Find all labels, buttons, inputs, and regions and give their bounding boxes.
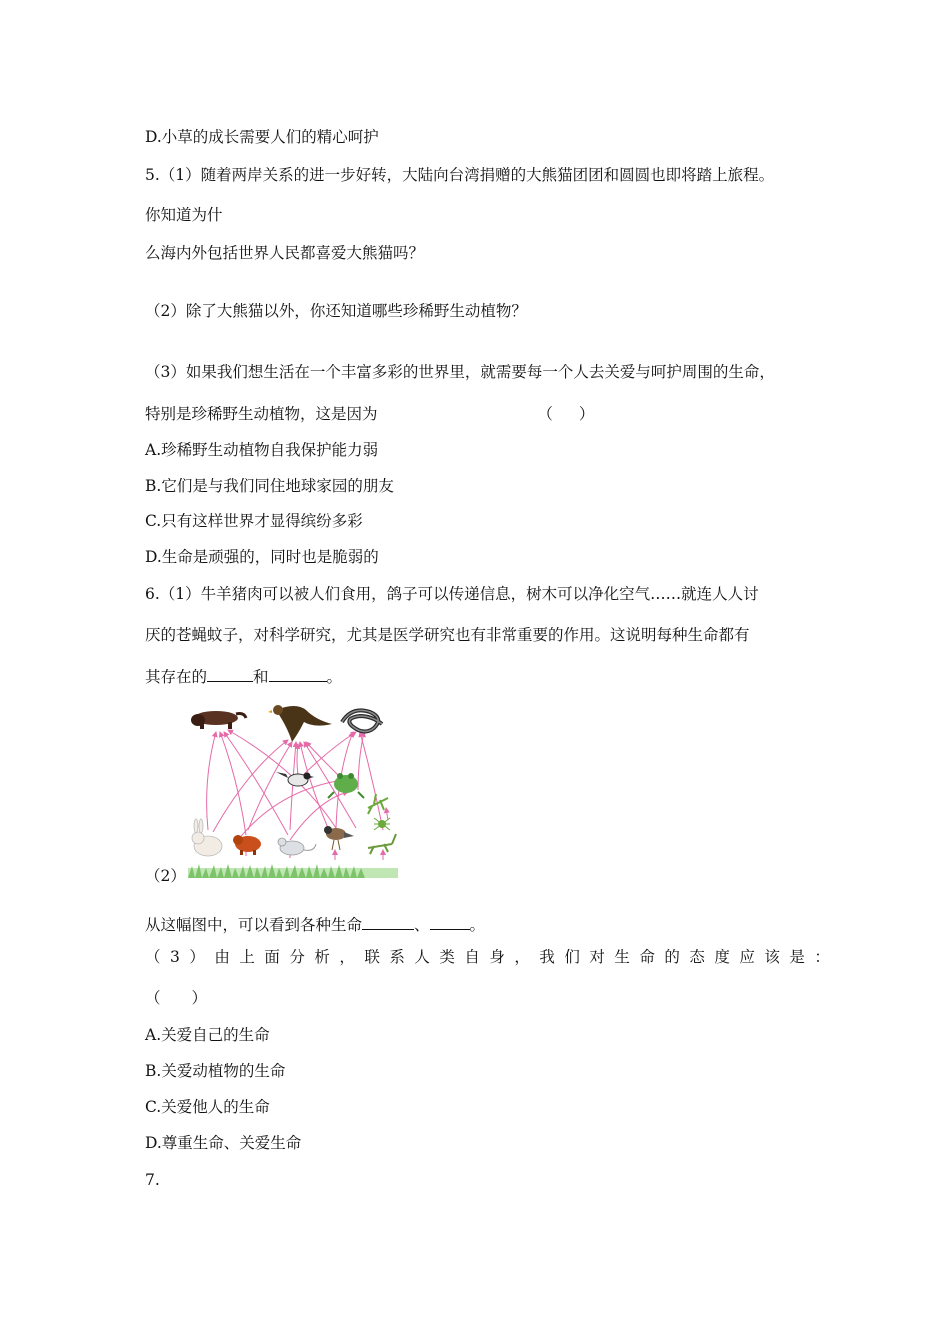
grasshopper-icon [368,834,396,854]
answer-blank-1[interactable] [207,665,253,682]
sparrow-icon [324,826,354,850]
option-b-q6: B.关爱动植物的生命 [145,1062,286,1080]
option-d-grass: D.小草的成长需要人们的精心呵护 [145,128,379,146]
answer-blank-3[interactable] [362,913,414,930]
fill-text-and: 和 [253,668,269,686]
question-5-part-1: 5.（1）随着两岸关系的进一步好转，大陆向台湾捐赠的大熊猫团团和圆圆也即将踏上旅程。 [145,166,775,184]
mouse-icon [278,838,316,855]
mantis-icon [368,794,388,814]
question-5-part-1-cont-a: 你知道为什 [145,206,223,224]
answer-blank-2[interactable] [269,665,327,682]
fill-text-a: 其存在的 [145,668,208,686]
answer-paren-right: ） [578,405,595,423]
fill-text-end-2: 。 [469,916,486,934]
question-5-part-1-cont-b: 么海内外包括世界人民都喜爱大熊猫吗？ [145,244,425,262]
option-a: A.珍稀野生动植物自我保护能力弱 [145,441,379,459]
grass-strip [188,864,398,878]
question-6-part-2 [145,913,485,935]
eagle-icon [268,705,332,742]
option-d: D.生命是顽强的，同时也是脆弱的 [145,548,379,566]
option-d-q6: D.尊重生命、关爱生命 [145,1134,302,1152]
question-6-part-3: （3）由上面分析，联系人类自身，我们对生命的态度应该是： [145,948,840,966]
option-c: C.只有这样世界才显得缤纷多彩 [145,512,363,530]
spider-icon [374,818,390,830]
question-5-part-3: （3）如果我们想生活在一个丰富多彩的世界里，就需要每一个人去关爱与呵护周围的生命， [145,363,775,381]
food-web-figure [178,700,400,884]
question-7-number: 7. [145,1171,160,1189]
option-b: B.它们是与我们同住地球家园的朋友 [145,477,394,495]
answer-blank-4[interactable] [430,913,470,930]
fill-text-b: 从这幅图中，可以看到各种生命 [145,916,363,934]
question-6-part-1-end [145,665,342,687]
question-5-part-3-cont [145,404,594,424]
bird-icon [276,772,314,786]
fill-text-end: 。 [326,668,343,686]
weasel-icon [191,711,246,729]
option-a-q6: A.关爱自己的生命 [145,1026,270,1044]
question-6-part-1-cont: 厌的苍蝇蚊子，对科学研究，尤其是医学研究也有非常重要的作用。这说明每种生命都有 [145,626,750,644]
fill-text-sep: 、 [414,916,430,934]
snake-icon [342,710,382,731]
figure-label: （2） [145,867,186,885]
answer-paren-left: （ [537,405,553,423]
question-5-part-3-text: 特别是珍稀野生动植物，这是因为 [145,405,378,423]
question-5-part-2: （2）除了大熊猫以外，你还知道哪些珍稀野生动植物？ [145,302,527,320]
option-c-q6: C.关爱他人的生命 [145,1098,270,1116]
answer-paren-q6: （ ） [145,989,208,1007]
question-6-part-1: 6.（1）牛羊猪肉可以被人们食用，鸽子可以传递信息，树木可以净化空气……就连人人讨 [145,585,759,603]
groundhog-icon [233,835,261,855]
